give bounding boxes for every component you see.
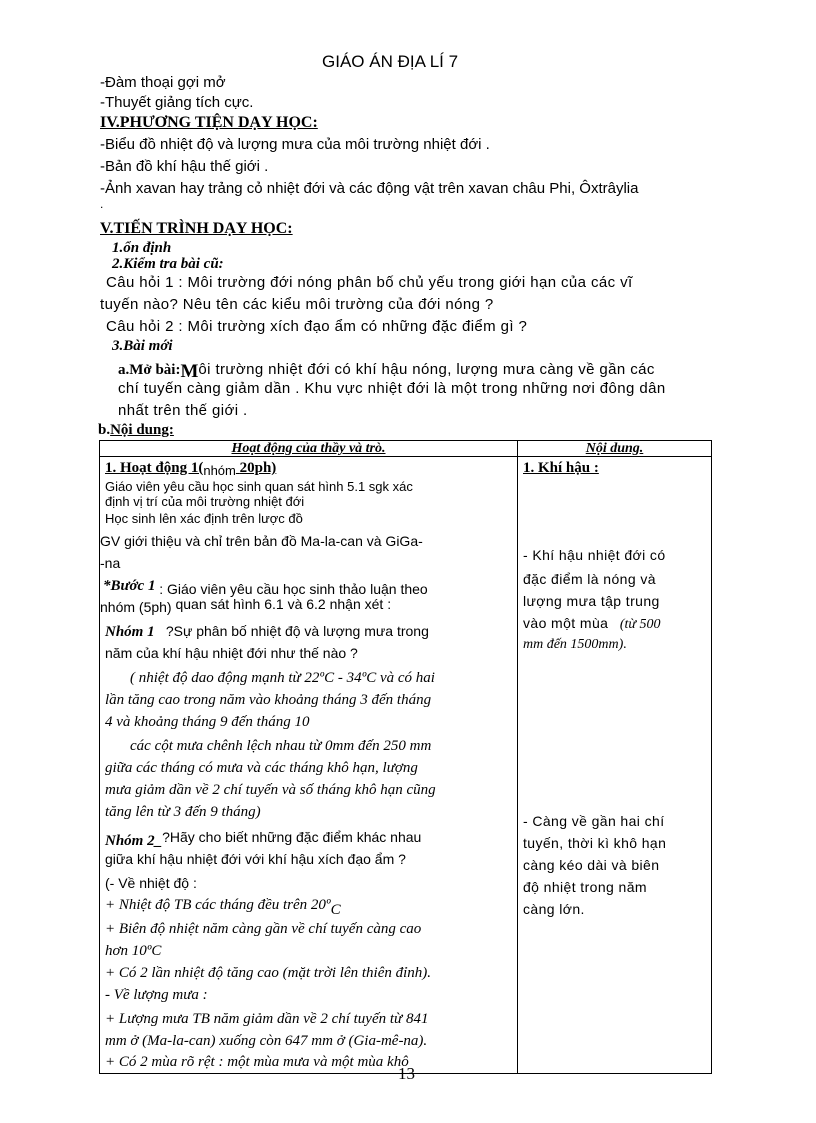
- content-line: càng lớn.: [523, 901, 585, 917]
- group-2-answer: - Về lượng mưa :: [105, 987, 208, 1003]
- drop-cap: M: [180, 361, 199, 382]
- activity-title-text: 1. Hoạt động 1(: [105, 460, 204, 476]
- equipment-item: .: [100, 197, 104, 211]
- step-1-row: [103, 577, 428, 595]
- intro-text-2: chí tuyến càng giảm dần . Khu vực nhiệt đới là một trong những nơi đông dân: [118, 380, 666, 397]
- group-2-label: Nhóm 2_: [105, 833, 163, 849]
- group-1-question: ?Sự phân bố nhiệt độ và lượng mưa trong: [165, 623, 429, 639]
- group-1-answer: mưa giảm dần về 2 chí tuyến và số tháng khô hạn cũng: [105, 782, 436, 798]
- section-heading-iv: IV.PHƯƠNG TIỆN DẠY HỌC:: [100, 114, 318, 131]
- group-2-answer: + Lượng mưa TB năm giảm dần về 2 chí tuyến từ 841: [105, 1011, 429, 1027]
- group-2-answer: (- Về nhiệt độ :: [105, 875, 197, 891]
- equipment-item: -Bản đồ khí hậu thế giới .: [100, 158, 269, 175]
- group-2-answer: + Có 2 lần nhiệt độ tăng cao (mặt trời lên thiên đỉnh).: [105, 965, 432, 981]
- intro-label-text: a.Mở bài:: [118, 362, 181, 378]
- question-1: Câu hỏi 1 : Môi trường đới nóng phân bố chủ yếu trong giới hạn của các vĩ: [106, 274, 633, 291]
- content-label: b.Nội dung:: [98, 422, 174, 438]
- group-1-answer: ( nhiệt độ dao động mạnh từ 22ºC - 34ºC và có hai: [130, 670, 435, 686]
- step-1: 1.ổn định: [112, 240, 172, 256]
- method-item: -Đàm thoại gợi mở: [100, 74, 226, 91]
- group-2-answer: mm ở (Ma-la-can) xuống còn 647 mm ở (Gia-mê-na).: [105, 1033, 428, 1049]
- table-header-row: [100, 441, 712, 457]
- group-1-label: Nhóm 1: [105, 624, 155, 640]
- activity-line: -na: [100, 555, 121, 571]
- content-cell: [518, 457, 712, 1074]
- group-1-answer: 4 và khoảng tháng 9 đến tháng 10: [105, 714, 310, 730]
- content-line-text: vào một mùa: [523, 615, 609, 631]
- page-number: 13: [398, 1064, 415, 1083]
- content-line: - Càng về gần hai chí: [523, 813, 665, 829]
- column-header-content: Nội dung.: [518, 441, 712, 457]
- question-2: Câu hỏi 2 : Môi trường xích đạo ẩm có những đặc điểm gì ?: [106, 318, 528, 335]
- content-line: [523, 615, 661, 633]
- group-1-answer: tăng lên từ 3 đến 9 tháng): [105, 804, 261, 820]
- content-title: 1. Khí hậu :: [523, 460, 599, 476]
- content-line-italic: (từ 500: [619, 617, 661, 632]
- activity-cell: [100, 457, 518, 1074]
- group-1-answer: các cột mưa chênh lệch nhau từ 0mm đến 250 mm: [130, 738, 432, 754]
- activity-title: [105, 460, 276, 477]
- activity-line: Học sinh lên xác định trên lược đồ: [105, 511, 303, 526]
- step-1-label: *Bước 1: [103, 578, 156, 594]
- method-item: -Thuyết giảng tích cực.: [100, 94, 254, 111]
- activity-group: nhóm: [203, 463, 236, 478]
- step-3: 3.Bài mới: [112, 338, 173, 354]
- intro-label: [118, 358, 655, 380]
- activity-time: 20ph): [239, 460, 277, 476]
- group-1-answer: giữa các tháng có mưa và các tháng khô hạn, lượng: [105, 760, 418, 776]
- group-2-answer: + Có 2 mùa rõ rệt : một mùa mưa và một mùa khô: [105, 1054, 409, 1070]
- group-2-question-2: giữa khí hậu nhiệt đới với khí hậu xích đạo ẩm ?: [105, 851, 406, 867]
- group-2-answer-unit: C: [330, 902, 341, 918]
- activity-line: GV giới thiệu và chỉ trên bản đồ Ma-la-can và GiGa-: [100, 533, 423, 549]
- lesson-table: [99, 440, 712, 1074]
- intro-text: ôi trường nhiệt đới có khí hậu nóng, lượng mưa càng về gần các: [198, 361, 655, 378]
- group-2-answer: [105, 897, 341, 918]
- step-1-row-2: [100, 596, 392, 615]
- table-row: [100, 457, 712, 1074]
- content-line: lượng mưa tập trung: [523, 593, 660, 609]
- activity-line: Giáo viên yêu cầu học sinh quan sát hình 5.1 sgk xác: [105, 479, 413, 494]
- group-2-row: [105, 829, 421, 847]
- step-2: 2.Kiểm tra bài cũ:: [112, 256, 224, 272]
- group-1-row: [105, 623, 429, 641]
- step-1-text-2: quan sát hình 6.1 và 6.2 nhận xét :: [175, 596, 392, 612]
- step-1-text: : Giáo viên yêu cầu học sinh thảo luận theo: [159, 581, 428, 597]
- group-2-answer: + Biên độ nhiệt năm càng gần về chí tuyến càng cao: [105, 921, 422, 937]
- equipment-item: -Ảnh xavan hay trảng cỏ nhiệt đới và các động vật trên xavan châu Phi, Ôxtrâylia: [100, 180, 639, 197]
- equipment-item: -Biểu đồ nhiệt độ và lượng mưa của môi trường nhiệt đới .: [100, 136, 490, 153]
- group-2-question: ?Hãy cho biết những đặc điểm khác nhau: [162, 829, 422, 845]
- step-1-group: nhóm (5ph): [100, 599, 172, 615]
- content-line: tuyến, thời kì khô hạn: [523, 835, 667, 851]
- column-header-activity: Hoạt động của thầy và trò.: [100, 441, 518, 457]
- section-heading-v: V.TIẾN TRÌNH DẠY HỌC:: [100, 220, 293, 237]
- content-line: mm đến 1500mm).: [523, 637, 627, 652]
- group-2-answer-text: + Nhiệt độ TB các tháng đều trên 20º: [105, 897, 331, 913]
- content-line: đặc điểm là nóng và: [523, 571, 656, 587]
- activity-line: định vị trí của môi trường nhiệt đới: [105, 494, 305, 509]
- group-1-answer: lần tăng cao trong năm vào khoảng tháng 3 đến tháng: [105, 692, 432, 708]
- question-1-cont: tuyến nào? Nêu tên các kiểu môi trường của đới nóng ?: [100, 296, 494, 313]
- group-1-question-2: năm của khí hậu nhiệt đới như thế nào ?: [105, 645, 358, 661]
- content-label-text: Nội dung:: [110, 422, 174, 438]
- page-title: GIÁO ÁN ĐỊA LÍ 7: [322, 52, 459, 71]
- group-2-answer: hơn 10ºC: [105, 943, 162, 959]
- content-line: - Khí hậu nhiệt đới có: [523, 547, 666, 563]
- intro-text-3: nhất trên thế giới .: [118, 402, 248, 419]
- content-line: càng kéo dài và biên: [523, 857, 660, 873]
- content-line: độ nhiệt trong năm: [523, 879, 647, 895]
